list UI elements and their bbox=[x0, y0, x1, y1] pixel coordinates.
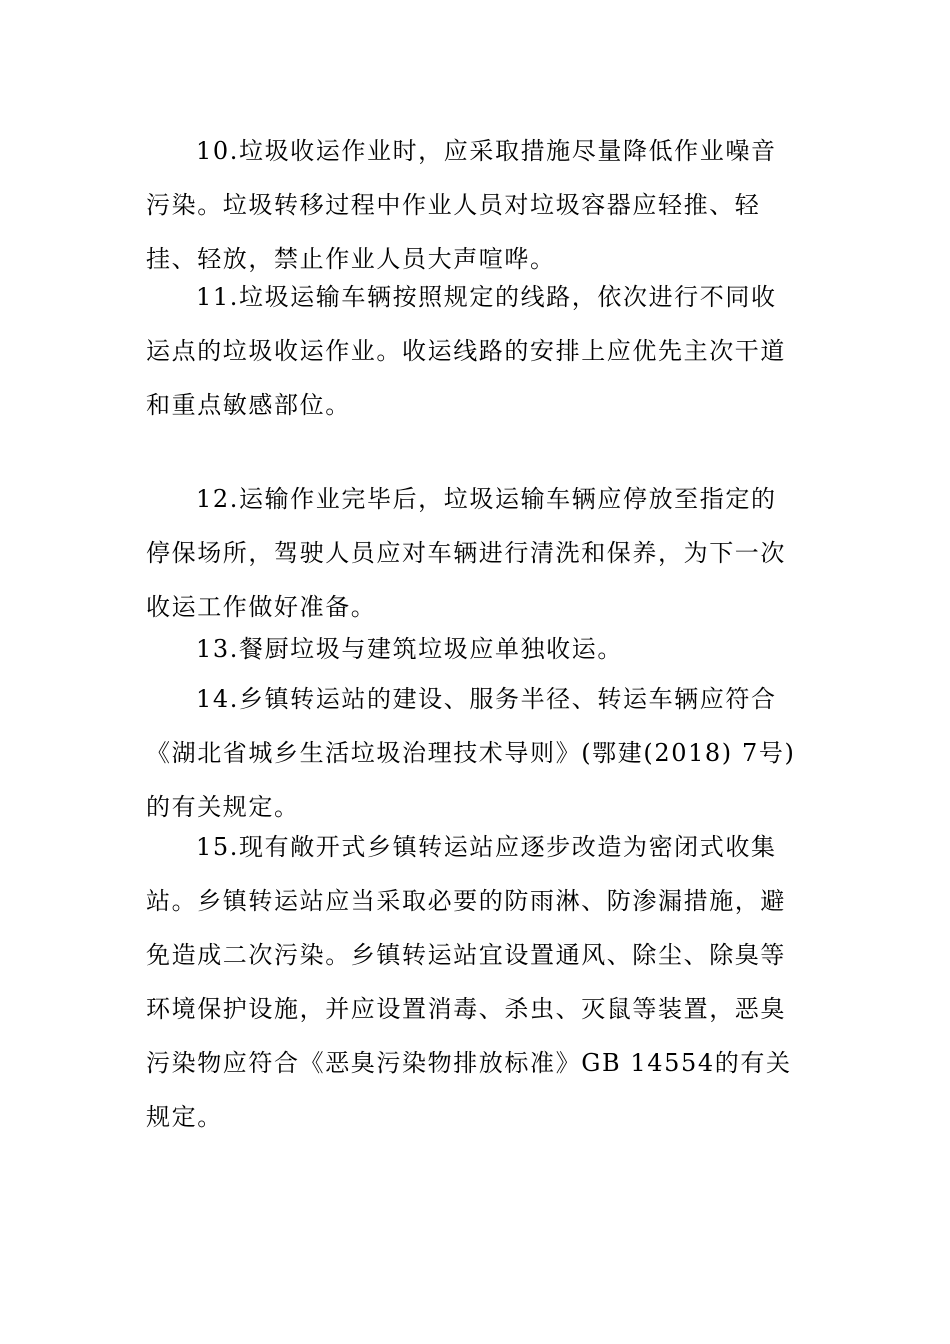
paragraph-14: 14.乡镇转运站的建设、服务半径、转运车辆应符合《湖北省城乡生活垃圾治理技术导则》(鄂建(2018) 7号)的有关规定。 bbox=[146, 685, 796, 821]
paragraph-12: 12.运输作业完毕后，垃圾运输车辆应停放至指定的停保场所，驾驶人员应对车辆进行清洗和保养，为下一次收运工作做好准备。 bbox=[146, 485, 786, 621]
paragraph-11: 11.垃圾运输车辆按照规定的线路，依次进行不同收运点的垃圾收运作业。收运线路的安排上应优先主次干道和重点敏感部位。 bbox=[146, 283, 786, 419]
paragraph-10: 10.垃圾收运作业时，应采取措施尽量降低作业噪音污染。垃圾转移过程中作业人员对垃圾容器应轻推、轻挂、轻放，禁止作业人员大声喧哗。 bbox=[146, 137, 777, 273]
paragraph-15: 15.现有敞开式乡镇转运站应逐步改造为密闭式收集站。乡镇转运站应当采取必要的防雨淋、防渗漏措施，避免造成二次污染。乡镇转运站宜设置通风、除尘、除臭等环境保护设施，并应设置消毒、杀虫、灭鼠等装置，恶臭污染物应符合《恶臭污染物排放标准》GB 14554的有关规定。 bbox=[146, 833, 792, 1131]
paragraph-13: 13.餐厨垃圾与建筑垃圾应单独收运。 bbox=[196, 635, 623, 663]
